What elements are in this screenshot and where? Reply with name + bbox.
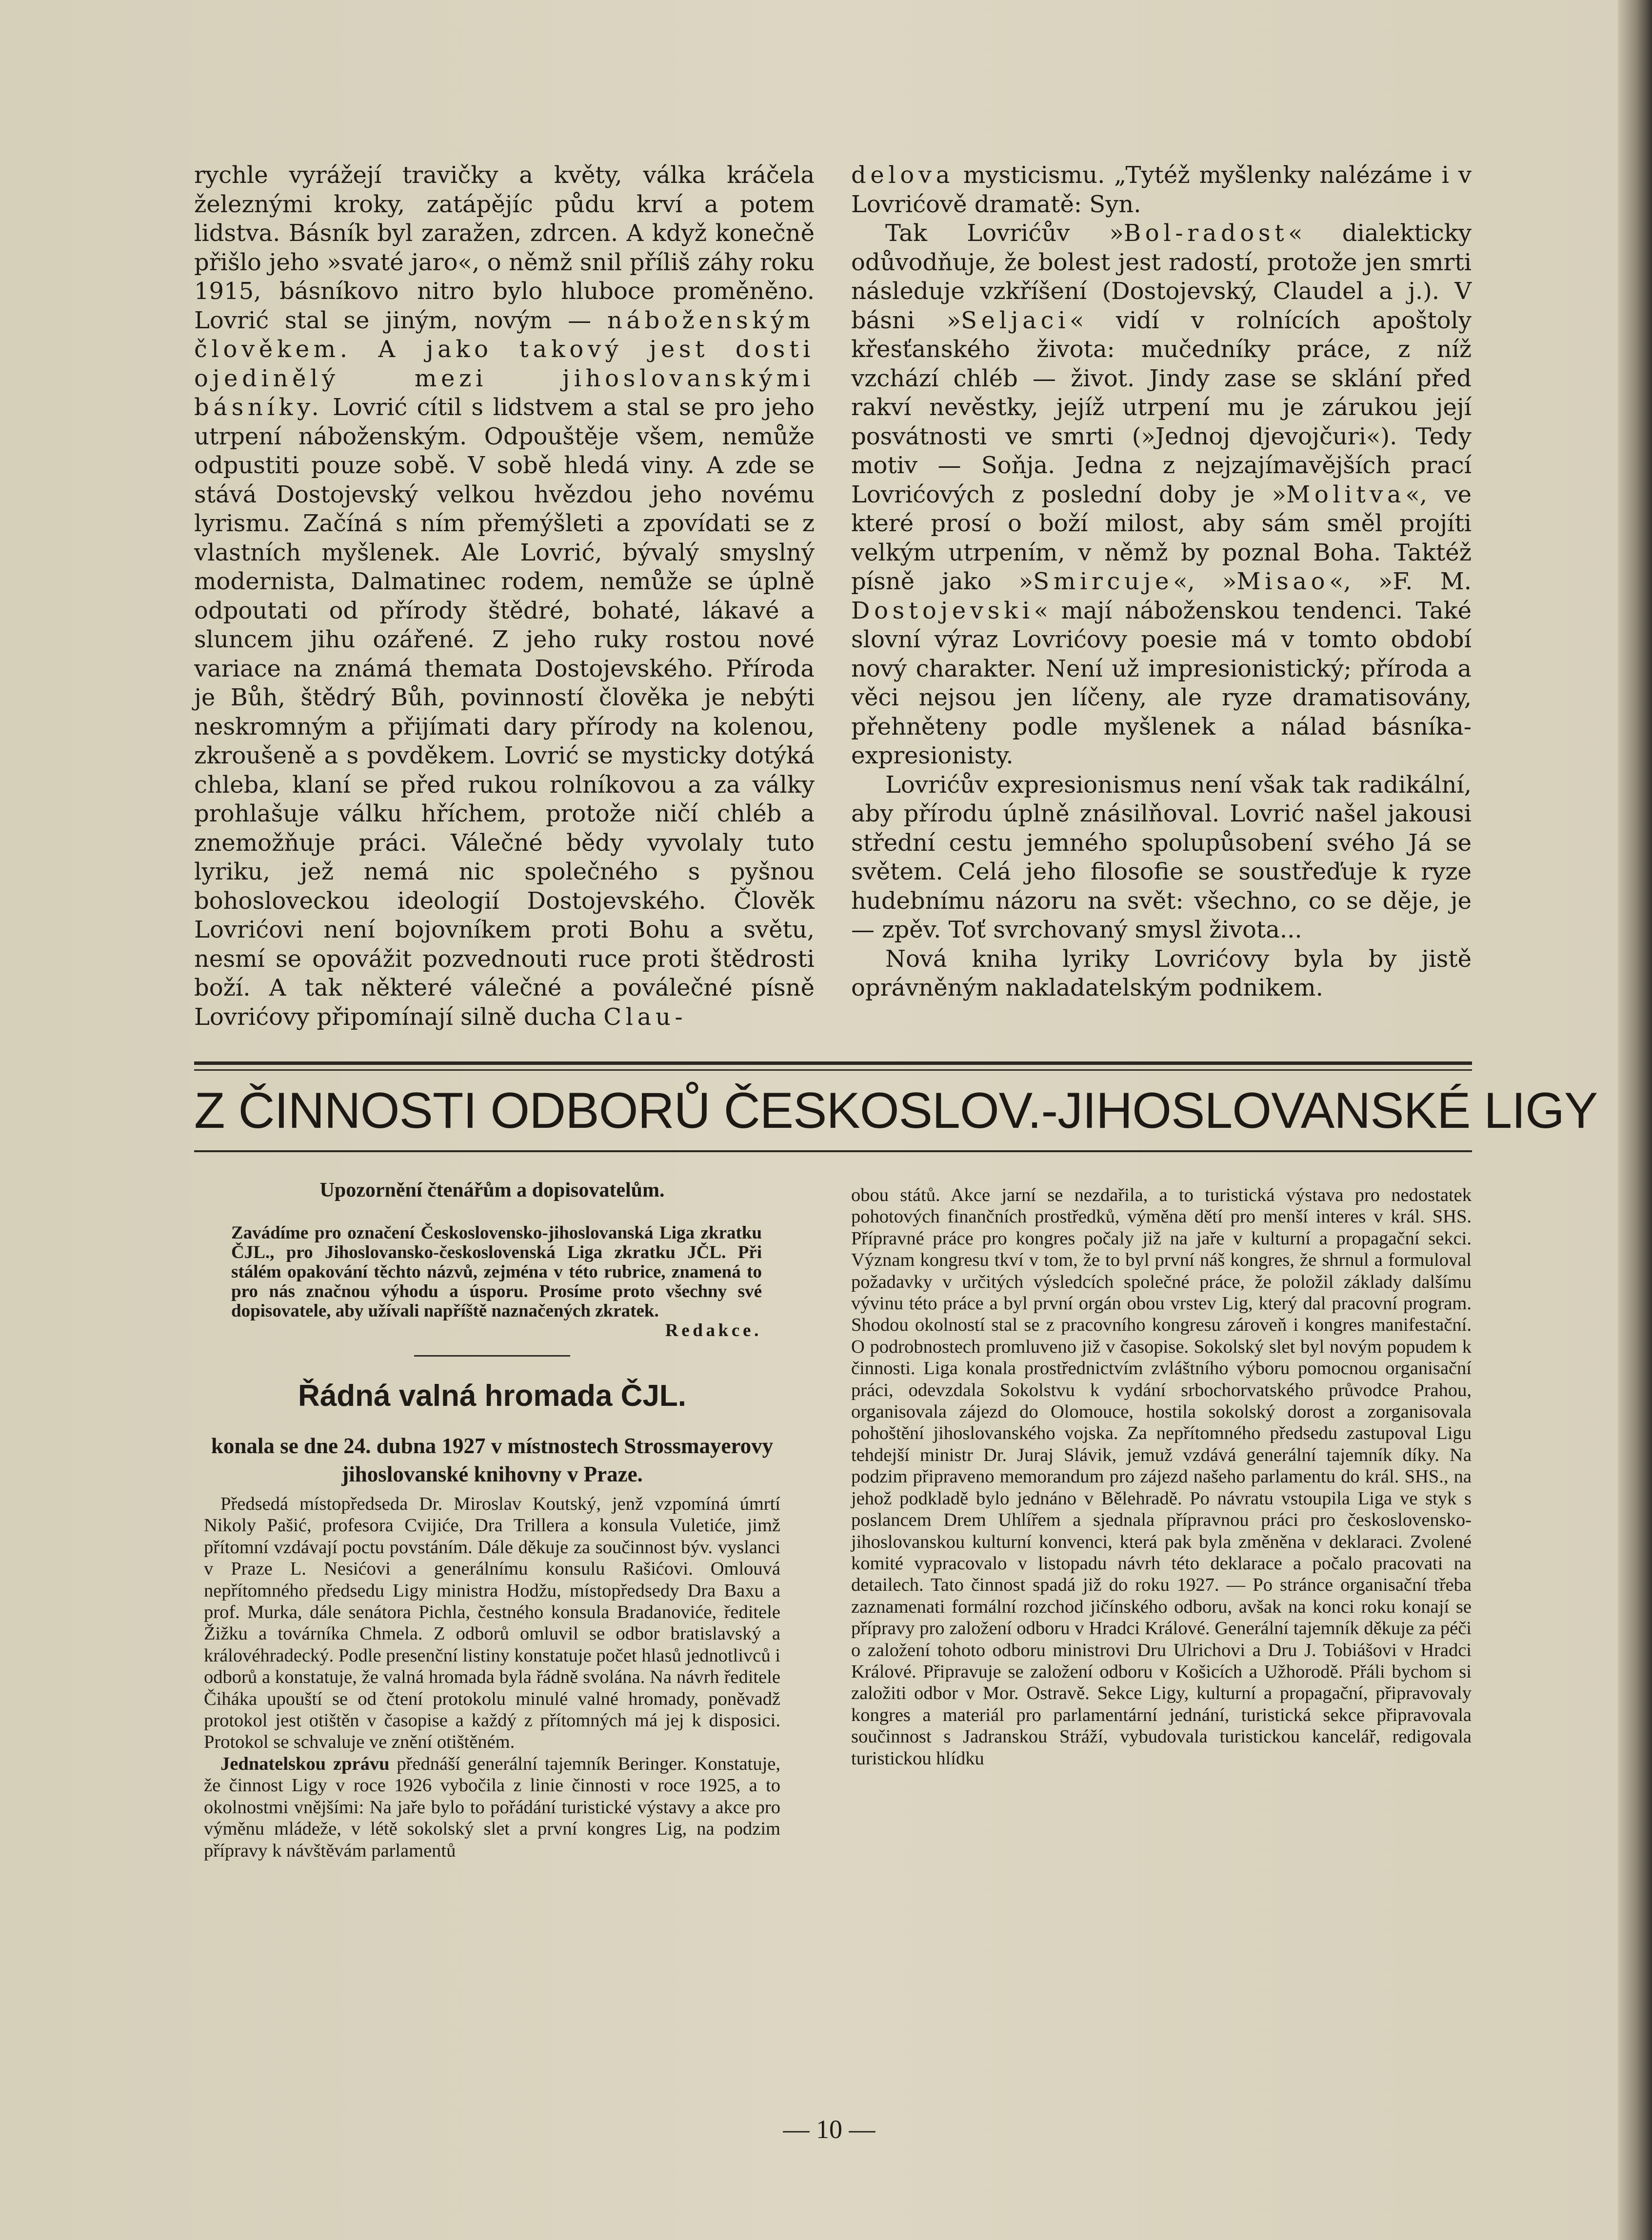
article-paragraph-2 [204, 1753, 780, 1861]
text-run: mysticismu. „Tytéž myšlenky nalézáme i v Lovrićově dramatě: Syn. [851, 161, 1472, 218]
binding-edge [1618, 0, 1652, 2240]
spaced-text-run: delova [851, 161, 954, 189]
text-run: přednáší generální tajemník Beringer. Konstatuje, že činnost Ligy v roce 1926 vybočila z linie činnosti v roce 1925, a to okolnostmi vnějšími: Na jaře bylo to pořádání turistické výstavy a akce pro výměnu mládeže, v létě sokolský slet a první kongres Lig, na podzim přípravy k návštěvám parlamentů [204, 1753, 780, 1861]
notice-signoff: Redakce. [665, 1320, 762, 1340]
text-run: rychle vyrážejí travičky a květy, válka kráčela železnými kroky, zatápějíc půdu krví a potem lidstva. Básník byl zaražen, zdrcen. A když konečně přišlo jeho »svaté jaro«, o němž snil příliš záhy roku 1915, básníkovo nitro bylo hluboce proměněno. Lovrić stal se jiným, novým — [194, 161, 815, 334]
top-right-paragraph-3: Lovrićův expresionismus není však tak radikální, aby přírodu úplně znásilňoval. Lovrić našel jakousi střední cestu jemného spolupůsobení svého Já se světem. Celá jeho filosofie se soustřeďuje k ryze hudebnímu názoru na svět: všechno, co se děje, je — zpěv. Toť svrchovaný smysl života... [851, 771, 1472, 943]
top-right-paragraph-4: Nová kniha lyriky Lovrićovy byla by jistě oprávněným nakladatelským podnikem. [851, 945, 1472, 1001]
spaced-text-run: Smircuje [1033, 568, 1174, 595]
paragraph-lead: Jednatelskou zprávu [220, 1753, 390, 1774]
column-bottom-left [204, 1177, 780, 1861]
section-rule-thick [194, 1061, 1472, 1065]
text-run: « vidí v rolnících apoštoly křesťanského života: mučedníky práce, z níž vzchází chléb — život. Jindy zase se sklání před rakví nevěstky, jejíž utrpení mu je zárukou její posvátnosti ve smrti (»Jednoj djevojčuri«). Tedy motiv — Soňja. Jedna z nejzajímavějších prací Lovrićových z poslední doby je » [851, 306, 1472, 508]
text-run: « dialekticky odůvodňuje, že bolest jest radostí, protože jen smrti následuje vzkříšení (Dostojevský, Claudel a j.). V básni » [851, 220, 1472, 334]
notice-text [204, 1223, 780, 1340]
spaced-text-run: Dostojevski [851, 597, 1034, 624]
text-run: « mají náboženskou tendenci. Také slovní výraz Lovrićovy poesie má v tomto období nový charakter. Není už impresionistický; příroda a věci nejsou jen líčeny, ale ryze dramatisovány, přehněteny podle myšlenek a nálad básníka-expresionisty. [851, 597, 1472, 769]
notice-body: Zavádíme pro označení Československo-jihoslovanská Liga zkratku ČJL., pro Jihoslovansko-československá Liga zkratku JČL. Při stálém opakování těchto názvů, zejména v této rubrice, znamená to pro nás značnou výhodu a úsporu. Prosíme proto všechny své dopisovatele, aby užívali napříště naznačených zkratek. [231, 1223, 762, 1321]
spaced-text-run: Clau- [603, 1003, 687, 1031]
spaced-text-run: Bol-radost [1123, 220, 1289, 247]
text-run: «, ve které prosí o boží milost, aby sám směl projíti velkým utrpením, v němž by poznal Boha. Taktéž písně jako » [851, 480, 1472, 595]
text-run: «, » [1173, 568, 1237, 595]
notice-heading: Upozornění čtenářům a dopisovatelům. [319, 1179, 665, 1201]
article-title: Řádná valná hromada ČJL. [298, 1379, 686, 1413]
spaced-text-run: Molitva [1286, 480, 1406, 508]
text-run: «, »F. M. [1329, 568, 1472, 595]
page-number: — 10 — [783, 2115, 876, 2144]
text-run: Tak Lovrićův » [885, 220, 1124, 247]
notice-divider [414, 1355, 570, 1357]
column-bottom-right [851, 1184, 1472, 1769]
text-run: Lovrić cítil s lidstvem a stal se pro jeho utrpení náboženským. Odpouštěje všem, nemůže odpustiti pouze sobě. V sobě hledá viny. A zde se stává Dostojevský velkou hvězdou jeho novému lyrismu. Začíná s ním přemýšleti a zpovídati se z vlastních myšlenek. Ale Lovrić, bývalý smyslný modernista, Dalmatinec rodem, nemůže se úplně odpoutati od přírody štědré, bohaté, lákavé a sluncem jihu ozářené. Z jeho ruky rostou nové variace na známá themata Dostojevského. Příroda je Bůh, štědrý Bůh, povinností člověka je nebýti neskromným a přijímati dary přírody na kolenou, zkroušeně a s povděkem. Lovrić se mysticky dotýká chleba, klaní se před rukou rolníkovou a za války prohlašuje válku hříchem, protože ničí chléb a znemožňuje práci. Válečné bědy vyvolaly tuto lyriku, jež nemá nic společného s pyšnou bohosloveckou ideologií Dostojevského. Člověk Lovrićovi není bojovníkem proti Bohu a světu, nesmí se opovážit pozvednouti ruce proti štědrosti boží. A tak některé válečné a poválečné písně Lovrićovy připomínají silně ducha [194, 394, 815, 1031]
top-right-paragraph-2 [851, 219, 1472, 771]
section-title: Z ČINNOSTI ODBORŮ ČESKOSLOV.-JIHOSLOVANSKÉ LIGY [194, 1082, 1598, 1139]
article-subtitle: konala se dne 24. dubna 1927 v místnostech Strossmayerovy jihoslovanské knihovny v Praze. [211, 1434, 774, 1486]
article-paragraph-1: Předsedá místopředseda Dr. Miroslav Koutský, jenž vzpomíná úmrtí Nikoly Pašić, profesora Cvijiće, Dra Trillera a konsula Vuletiće, jimž přítomní vzdávají poctu povstáním. Dále děkuje za součinnost býv. vyslanci v Praze L. Nesićovi a generálnímu konsulu Rašićovi. Omlouvá nepřítomného předsedu Ligy ministra Hodžu, místopředsedy Dra Baxu a prof. Murka, dále senátora Pichla, čestného konsula Bradanoviće, ředitele Žižku a továrníka Chmela. Z odborů omluvil se odbor bratislavský a královéhradecký. Podle presenční listiny konstatuje počet hlasů jednotlivců i odborů a konstatuje, že valná hromada byla řádně svolána. Na návrh ředitele Čiháka upouští se od čtení protokolu minulé valné hromady, poněvadž protokol jest otištěn v časopise a každý z přítomných má jej k disposici. Protokol se schvaluje ve znění otištěném. [204, 1494, 780, 1753]
spaced-text-run: Seljaci [961, 306, 1070, 334]
article-continuation: obou států. Akce jarní se nezdařila, a to turistická výstava pro nedostatek pohotových finančních prostředků, výměna dětí pro menší interes v král. SHS. Přípravné práce pro kongres počaly již na jaře v kulturní a propagační sekci. Význam kongresu tkví v tom, že to byl první náš kongres, že shrnul a formuloval požadavky v určitých výsledcích společné práce, že položil základy dalšímu vývinu této práce a byl první orgán obou vrstev Lig, který dal pracovní program. Shodou okolností stal se z pracovního kongresu zároveň i kongres manifestační. O podrobnostech promluveno již v časopise. Sokolský slet byl novým popudem k činnosti. Liga konala prostřednictvím zvláštního výboru pomocnou organisační práci, odevzdala Sokolstvu k vydání srbochorvatského průvodce Prahou, organisovala zájezd do Olomouce, hostila sokolský dorost a zorganisovala pohoštění jihoslovanského vojska. Za nepřítomného předsedu zastupoval Ligu tehdejší ministr Dr. Juraj Slávik, jemuž vzdává generální tajemník díky. Na podzim připraveno memorandum pro zájezd našeho parlamentu do král. SHS., na jehož podkladě bylo jednáno v Bělehradě. Po návratu vstoupila Liga ve styk s poslancem Drem Uhlířem a sjednala přípravnou práci pro československo-jihoslovanskou kulturní konvenci, která pak byla změněna v deklaraci. Zvolené komité vypracovalo v listopadu návrh této deklarace a počalo pracovati na detailech. Tato činnost spadá již do roku 1927. — Po stránce organisační třeba zaznamenati formální rozchod jičínského odboru, avšak na konci roku konají se přípravy pro založení odboru v Hradci Králové. Generální tajemník děkuje za péči o založení tohoto odboru ministrovi Dru Ulrichovi a Dru J. Tobiášovi v Hradci Králové. Připravuje se založení odboru v Košicích a Užhorodě. Přáli bychom si založiti odbor v Mor. Ostravě. Sekce Ligy, kulturní a propagační, připravovaly kongres a materiál pro parlamentární jednání, turistická sekce připravovala součinnost s Jadranskou Stráží, vybudovala turistickou kancelář, redigovala turistickou hlídku [851, 1185, 1472, 1769]
section-rule-thin [194, 1069, 1472, 1071]
top-left-paragraph [194, 161, 815, 1032]
section-rule-under [194, 1150, 1472, 1152]
spaced-text-run: Misao [1236, 568, 1330, 595]
column-top-left [194, 161, 815, 1032]
column-top-right [851, 161, 1472, 1003]
spaced-text-run: náboženským člověkem. A jako takový jest dosti ojedinělý mezi jihoslovanskými básníky. [194, 306, 815, 421]
top-right-paragraph-1 [851, 161, 1472, 219]
